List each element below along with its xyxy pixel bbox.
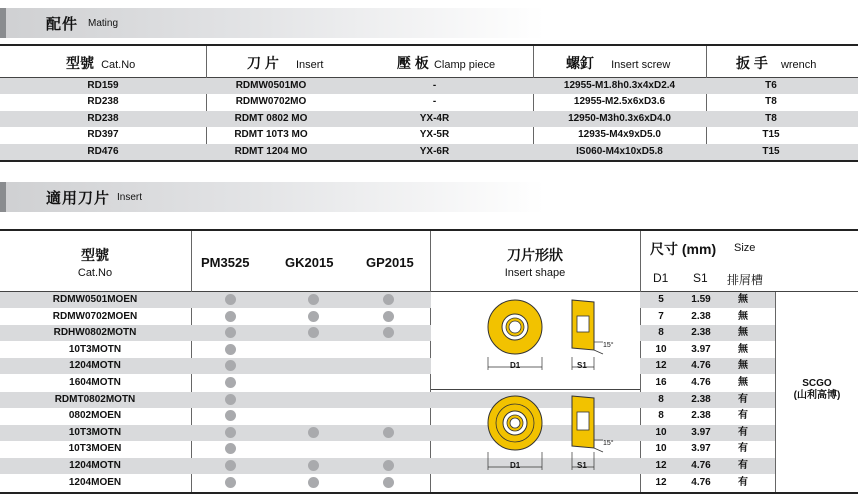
mating-cell-screw: 12935-M4x9xD5.0 bbox=[578, 129, 661, 141]
mating-cell-cat: RD397 bbox=[87, 129, 119, 141]
mating-cell-cat: RD238 bbox=[87, 96, 119, 108]
insert-size-chip: 無 bbox=[738, 327, 748, 339]
mating-cell-wrench: T15 bbox=[762, 129, 780, 141]
grade-available-dot-pm bbox=[225, 377, 236, 388]
mating-screw-zh: 螺釘 bbox=[566, 55, 594, 71]
insert-size-s1: 3.97 bbox=[691, 426, 711, 438]
insert-size-chip: 無 bbox=[738, 310, 748, 322]
insert-size-chip: 無 bbox=[738, 377, 748, 388]
chip-header: 排屑槽 bbox=[727, 273, 764, 287]
insert-size-d1: 10 bbox=[655, 426, 667, 438]
insert-size-d1: 12 bbox=[655, 460, 667, 471]
grade-available-dot-gp bbox=[383, 327, 394, 338]
mating-cell-screw: 12955-M2.5x6xD3.6 bbox=[573, 96, 666, 108]
insert-table-row bbox=[0, 292, 775, 308]
mating-table-row bbox=[0, 94, 858, 110]
insert-cat-no: RDMW0702MOEN bbox=[52, 310, 138, 322]
grade-available-dot-pm bbox=[225, 443, 236, 454]
insert-size-d1: 7 bbox=[658, 310, 664, 322]
holder-code: SCGO bbox=[802, 378, 832, 389]
insert-size-chip: 有 bbox=[738, 393, 748, 405]
insert-catno-zh: 型號 bbox=[81, 247, 109, 263]
insert-shape-diagram-chipbreaker bbox=[431, 390, 640, 482]
insert-cat-no: 10T3MOEN bbox=[68, 443, 122, 455]
insert-size-chip: 無 bbox=[738, 294, 748, 305]
insert-shape-en: Insert shape bbox=[504, 267, 566, 279]
grade-available-dot-gk bbox=[308, 460, 319, 471]
insert-size-d1: 8 bbox=[658, 393, 664, 405]
insert-size-s1: 4.76 bbox=[691, 476, 711, 488]
mating-cell-clamp: YX-6R bbox=[419, 145, 450, 157]
insert-size-s1: 1.59 bbox=[691, 294, 711, 305]
mating-wrench-zh: 扳 手 bbox=[736, 55, 768, 71]
insert-size-chip: 有 bbox=[738, 460, 748, 471]
insert-cat-no: RDHW0802MOTN bbox=[53, 327, 137, 339]
mating-catno-zh: 型號 bbox=[66, 55, 94, 71]
grade-available-dot-pm bbox=[225, 311, 236, 322]
mating-wrench-en: wrench bbox=[780, 59, 817, 71]
insert-size-s1: 2.38 bbox=[691, 327, 711, 339]
insert-table-row bbox=[0, 458, 775, 474]
grade-available-dot-gp bbox=[383, 311, 394, 322]
insert-table-row bbox=[0, 342, 775, 358]
mating-table-row bbox=[0, 78, 858, 94]
mating-cell-screw: 12950-M3h0.3x6xD4.0 bbox=[568, 112, 671, 124]
grade-available-dot-pm bbox=[225, 427, 236, 438]
insert-size-d1: 12 bbox=[655, 360, 667, 372]
mating-cell-cat: RD159 bbox=[87, 80, 119, 91]
mating-cell-screw: IS060-M4x10xD5.8 bbox=[576, 145, 663, 157]
mating-cell-cat: RD476 bbox=[87, 145, 119, 157]
grade-available-dot-pm bbox=[225, 294, 236, 305]
insert-title-zh: 適用刀片 bbox=[46, 190, 111, 207]
insert-size-d1: 10 bbox=[655, 443, 667, 455]
insert-section-header bbox=[0, 182, 545, 212]
insert-table-header bbox=[0, 231, 858, 291]
mating-cell-insert: RDMW0702MO bbox=[235, 96, 307, 108]
holder-sub: (山利高博) bbox=[793, 390, 841, 401]
shape2-d1-label: D1 bbox=[510, 461, 521, 470]
insert-size-s1: 4.76 bbox=[691, 360, 711, 372]
insert-size-d1: 5 bbox=[658, 294, 664, 305]
mating-screw-en: Insert screw bbox=[611, 59, 671, 71]
mating-cell-insert: RDMW0501MO bbox=[235, 80, 307, 91]
shape1-d1-label: D1 bbox=[510, 361, 521, 370]
grade-available-dot-gk bbox=[308, 327, 319, 338]
mating-cell-wrench: T6 bbox=[765, 80, 777, 91]
mating-cell-clamp: - bbox=[432, 80, 437, 91]
insert-title-en: Insert bbox=[117, 192, 143, 203]
mating-cell-wrench: T8 bbox=[765, 96, 777, 108]
mating-table-row bbox=[0, 127, 858, 143]
mating-bottom-rule bbox=[0, 160, 858, 162]
shape2-angle-label: 15° bbox=[603, 440, 614, 447]
insert-cat-no: RDMW0501MOEN bbox=[52, 294, 138, 305]
size-header-zh: 尺寸 (mm) bbox=[650, 241, 717, 257]
grade-available-dot-gp bbox=[383, 460, 394, 471]
insert-size-d1: 8 bbox=[658, 410, 664, 422]
insert-cat-no: RDMT0802MOTN bbox=[54, 393, 136, 405]
insert-cat-no: 1204MOEN bbox=[68, 476, 122, 488]
mating-insert-en: Insert bbox=[295, 59, 324, 71]
grade-available-dot-pm bbox=[225, 344, 236, 355]
mating-cell-screw: 12955-M1.8h0.3x4xD2.4 bbox=[563, 80, 676, 91]
grade-available-dot-pm bbox=[225, 460, 236, 471]
grade-gp2015-header: GP2015 bbox=[366, 255, 414, 270]
mating-title-en: Mating bbox=[88, 18, 119, 29]
grade-available-dot-pm bbox=[225, 360, 236, 371]
grade-available-dot-gp bbox=[383, 294, 394, 305]
shape1-s1-label: S1 bbox=[577, 361, 587, 370]
insert-size-d1: 10 bbox=[655, 343, 667, 355]
mating-table-row bbox=[0, 144, 858, 160]
mating-title-zh: 配件 bbox=[46, 16, 79, 33]
insert-table-row bbox=[0, 392, 775, 408]
insert-table-row bbox=[0, 325, 775, 341]
insert-size-chip: 有 bbox=[738, 443, 748, 455]
mating-cell-wrench: T15 bbox=[762, 145, 780, 157]
insert-size-d1: 12 bbox=[655, 476, 667, 488]
grade-available-dot-gk bbox=[308, 311, 319, 322]
grade-available-dot-pm bbox=[225, 327, 236, 338]
insert-size-s1: 2.38 bbox=[691, 410, 711, 422]
grade-available-dot-pm bbox=[225, 410, 236, 421]
insert-cat-no: 1604MOTN bbox=[69, 377, 121, 388]
grade-available-dot-gk bbox=[308, 477, 319, 488]
mating-clamp-en: Clamp piece bbox=[433, 59, 496, 71]
insert-size-s1: 3.97 bbox=[691, 443, 711, 455]
insert-table-row bbox=[0, 408, 775, 424]
insert-size-d1: 16 bbox=[655, 377, 667, 388]
insert-cat-no: 10T3MOTN bbox=[68, 343, 122, 355]
insert-size-d1: 8 bbox=[658, 327, 664, 339]
insert-table-row bbox=[0, 375, 775, 391]
insert-size-s1: 4.76 bbox=[691, 460, 711, 471]
grade-available-dot-gp bbox=[383, 427, 394, 438]
mating-clamp-zh: 壓 板 bbox=[397, 55, 429, 71]
insert-shape-zh: 刀片形狀 bbox=[507, 247, 563, 263]
insert-size-chip: 無 bbox=[738, 343, 748, 355]
mating-cell-clamp: YX-5R bbox=[419, 129, 450, 141]
s1-header: S1 bbox=[693, 271, 708, 285]
mating-cell-cat: RD238 bbox=[87, 112, 119, 124]
section-accent-bar bbox=[0, 8, 6, 38]
insert-bottom-rule bbox=[0, 492, 858, 494]
grade-available-dot-gk bbox=[308, 294, 319, 305]
section-accent-bar bbox=[0, 182, 6, 212]
mating-section-header bbox=[0, 8, 545, 38]
holder-label bbox=[776, 378, 858, 402]
mating-cell-clamp: - bbox=[432, 96, 437, 108]
insert-size-s1: 2.38 bbox=[691, 393, 711, 405]
insert-size-s1: 3.97 bbox=[691, 343, 711, 355]
mating-table-header bbox=[0, 46, 858, 76]
insert-size-chip: 無 bbox=[738, 360, 748, 372]
insert-table-row bbox=[0, 475, 775, 491]
insert-shape-diagram-no-chipbreaker bbox=[431, 292, 640, 388]
insert-size-s1: 2.38 bbox=[691, 310, 711, 322]
shape2-s1-label: S1 bbox=[577, 461, 587, 470]
insert-size-chip: 有 bbox=[738, 426, 748, 438]
mating-catno-en: Cat.No bbox=[101, 59, 136, 71]
mating-table-row bbox=[0, 111, 858, 127]
insert-cat-no: 0802MOEN bbox=[68, 410, 122, 422]
shape1-angle-label: 15° bbox=[603, 342, 614, 349]
grade-available-dot-gp bbox=[383, 477, 394, 488]
insert-size-chip: 有 bbox=[738, 410, 748, 422]
insert-table-row bbox=[0, 441, 775, 457]
insert-shape-svg bbox=[431, 390, 640, 482]
insert-table-row bbox=[0, 425, 775, 441]
grade-gk2015-header: GK2015 bbox=[285, 255, 334, 270]
insert-table-row bbox=[0, 309, 775, 325]
grade-available-dot-pm bbox=[225, 394, 236, 405]
mating-cell-wrench: T8 bbox=[765, 112, 777, 124]
insert-size-chip: 有 bbox=[738, 476, 748, 488]
insert-size-s1: 4.76 bbox=[691, 377, 711, 388]
grade-available-dot-pm bbox=[225, 477, 236, 488]
mating-cell-insert: RDMT 0802 MO bbox=[234, 112, 308, 124]
mating-cell-insert: RDMT 1204 MO bbox=[234, 145, 308, 157]
mating-insert-zh: 刀 片 bbox=[247, 55, 279, 71]
size-header-en: Size bbox=[734, 242, 756, 254]
grade-pm3525-header: PM3525 bbox=[201, 255, 250, 270]
insert-shape-svg bbox=[431, 292, 640, 388]
mating-cell-clamp: YX-4R bbox=[419, 112, 450, 124]
insert-catno-en: Cat.No bbox=[77, 267, 113, 279]
insert-cat-no: 10T3MOTN bbox=[68, 426, 122, 438]
insert-cat-no: 1204MOTN bbox=[69, 460, 121, 471]
insert-table-row bbox=[0, 358, 775, 374]
grade-available-dot-gk bbox=[308, 427, 319, 438]
d1-header: D1 bbox=[653, 271, 669, 285]
insert-cat-no: 1204MOTN bbox=[69, 360, 121, 372]
mating-cell-insert: RDMT 10T3 MO bbox=[234, 129, 308, 141]
